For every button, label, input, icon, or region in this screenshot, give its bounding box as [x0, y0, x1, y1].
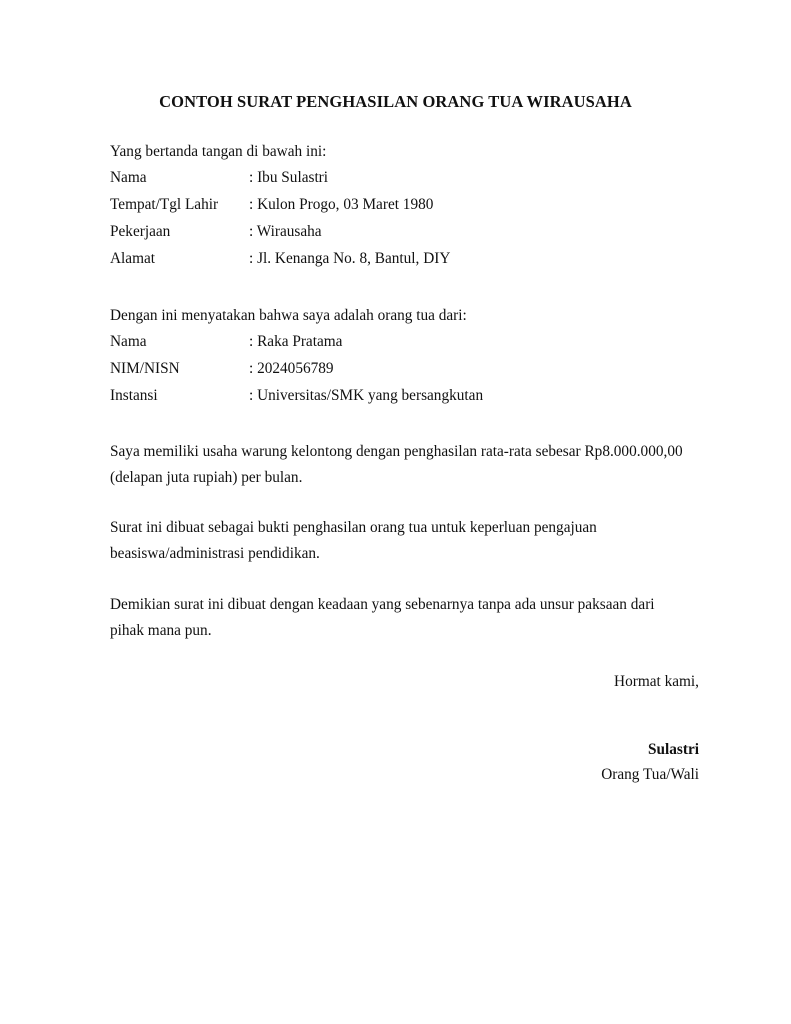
child-field-institution — [110, 386, 483, 406]
parent-field-birth — [110, 195, 433, 215]
parent-field-nama — [110, 168, 328, 188]
document-title: CONTOH SURAT PENGHASILAN ORANG TUA WIRAUSAHA — [159, 92, 632, 111]
field-label: Alamat — [110, 250, 156, 267]
paragraph-line: beasiswa/administrasi pendidikan. — [110, 545, 320, 562]
field-label: Nama — [110, 169, 147, 186]
closing-text: Hormat kami, — [614, 673, 699, 690]
paragraph-line: (delapan juta rupiah) per bulan. — [110, 469, 303, 486]
declaration-paragraph — [110, 592, 710, 644]
child-field-nama — [110, 332, 342, 352]
signer-role: Orang Tua/Wali — [601, 766, 699, 783]
field-label: Pekerjaan — [110, 223, 171, 240]
signer-name: Sulastri — [648, 741, 699, 758]
statement-text: Dengan ini menyatakan bahwa saya adalah orang tua dari: — [110, 307, 467, 324]
field-value: : Jl. Kenanga No. 8, Bantul, DIY — [249, 250, 451, 267]
paragraph-line: pihak mana pun. — [110, 622, 212, 639]
field-value: : 2024056789 — [249, 360, 334, 377]
field-label: NIM/NISN — [110, 360, 180, 377]
field-value: : Kulon Progo, 03 Maret 1980 — [249, 196, 434, 213]
field-value: : Wirausaha — [249, 223, 322, 240]
field-label: Instansi — [110, 387, 158, 404]
paragraph-line: Demikian surat ini dibuat dengan keadaan yang sebenarnya tanpa ada unsur paksaan dari — [110, 596, 655, 613]
parent-field-address — [110, 249, 450, 269]
parent-field-occupation — [110, 222, 322, 242]
field-value: : Raka Pratama — [249, 333, 343, 350]
field-value: : Ibu Sulastri — [249, 169, 329, 186]
field-label: Nama — [110, 333, 147, 350]
income-paragraph — [110, 439, 710, 491]
paragraph-line: Surat ini dibuat sebagai bukti penghasilan orang tua untuk keperluan pengajuan — [110, 519, 597, 536]
field-label: Tempat/Tgl Lahir — [110, 196, 219, 213]
field-value: : Universitas/SMK yang bersangkutan — [249, 387, 484, 404]
purpose-paragraph — [110, 515, 710, 567]
paragraph-line: Saya memiliki usaha warung kelontong dengan penghasilan rata-rata sebesar Rp8.000.000,00 — [110, 443, 683, 460]
intro-text: Yang bertanda tangan di bawah ini: — [110, 143, 327, 160]
child-field-id — [110, 359, 334, 379]
